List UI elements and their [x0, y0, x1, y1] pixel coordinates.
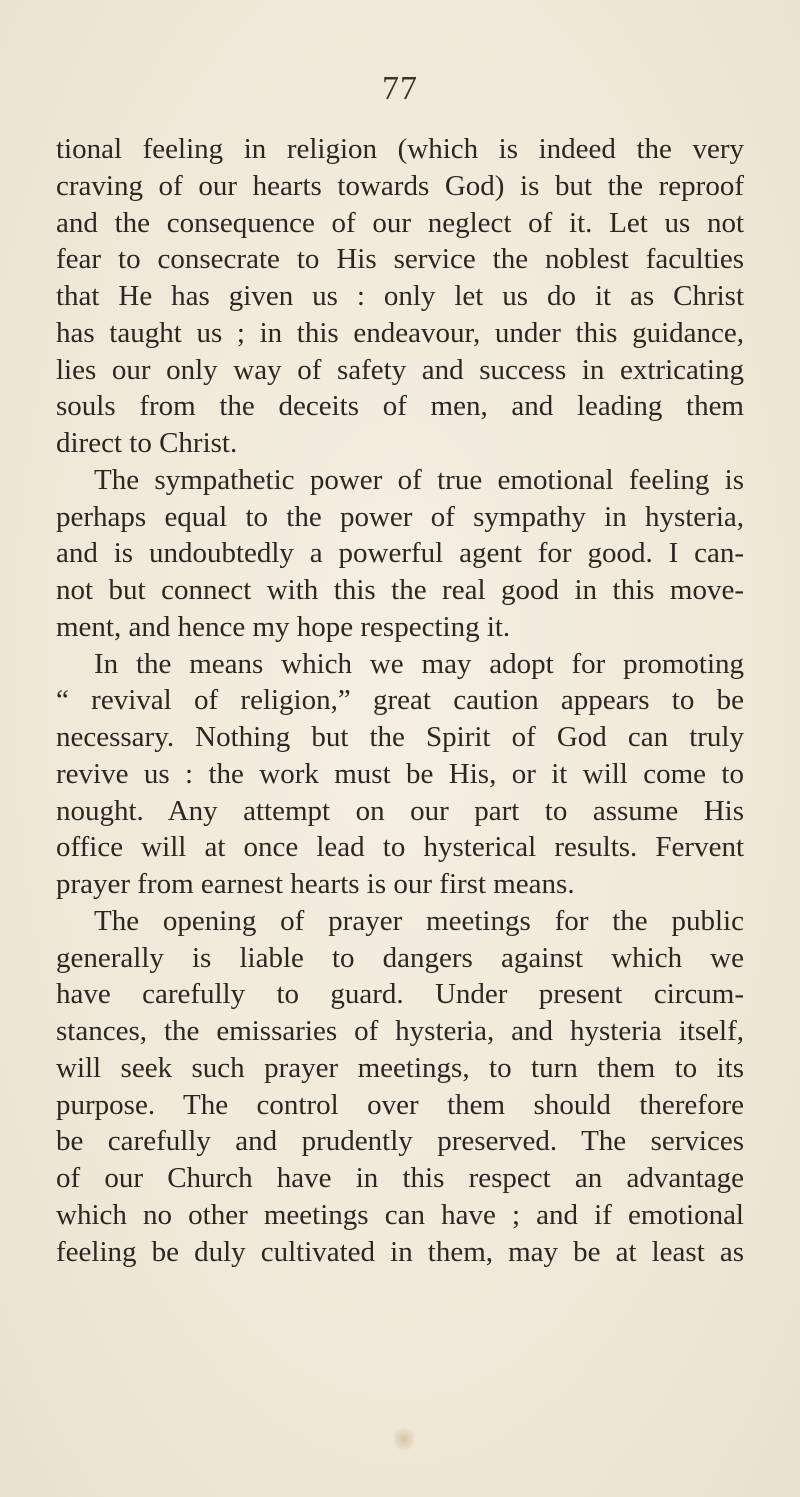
page-number: 77 — [382, 70, 418, 107]
text-line: that He has given us : only let us do it as Christ — [56, 280, 744, 312]
text-line: souls from the deceits of men, and leading them — [56, 390, 744, 423]
text-line: nought. Any attempt on our part to assume His — [56, 794, 744, 827]
text-line: feeling be duly cultivated in them, may be at least as — [56, 1235, 744, 1268]
text-line: generally is liable to dangers against which we — [56, 941, 744, 974]
text-line: office will at once lead to hysterical results. Fervent — [56, 831, 744, 864]
text-line: tional feeling in religion (which is indeed the very — [56, 133, 744, 165]
body-text — [56, 131, 744, 1270]
text-line: The opening of prayer meetings for the public — [94, 904, 744, 937]
text-line: perhaps equal to the power of sympathy in hysteria, — [56, 500, 744, 533]
text-line: which no other meetings can have ; and if emotional — [56, 1198, 744, 1231]
text-line: direct to Christ. — [56, 427, 238, 459]
text-line: craving of our hearts towards God) is but the reproof — [56, 169, 744, 202]
text-line: fear to consecrate to His service the noblest faculties — [56, 243, 744, 276]
text-line: of our Church have in this respect an advantage — [56, 1162, 744, 1194]
text-line: purpose. The control over them should therefore — [56, 1088, 744, 1121]
text-line: ment, and hence my hope respecting it. — [56, 610, 511, 643]
text-line: “ revival of religion,” great caution appears to be — [56, 684, 744, 717]
text-line: be carefully and prudently preserved. The services — [56, 1125, 744, 1158]
text-line: revive us : the work must be His, or it will come to — [56, 757, 744, 790]
text-line: The sympathetic power of true emotional feeling is — [94, 463, 744, 496]
paper-stain — [394, 1424, 414, 1454]
text-line: and is undoubtedly a powerful agent for good. I can- — [56, 537, 744, 570]
text-line: will seek such prayer meetings, to turn them to its — [56, 1051, 744, 1084]
text-line: necessary. Nothing but the Spirit of God can truly — [56, 721, 744, 753]
text-line: prayer from earnest hearts is our first means. — [56, 868, 575, 900]
text-line: lies our only way of safety and success in extricating — [56, 353, 744, 386]
text-line: has taught us ; in this endeavour, under this guidance, — [56, 316, 744, 349]
text-line: have carefully to guard. Under present circum- — [56, 978, 744, 1011]
text-line: In the means which we may adopt for promoting — [94, 647, 744, 680]
text-line: and the consequence of our neglect of it. Let us not — [56, 206, 744, 239]
text-line: not but connect with this the real good in this move- — [56, 574, 744, 606]
text-line: stances, the emissaries of hysteria, and hysteria itself, — [56, 1015, 744, 1047]
